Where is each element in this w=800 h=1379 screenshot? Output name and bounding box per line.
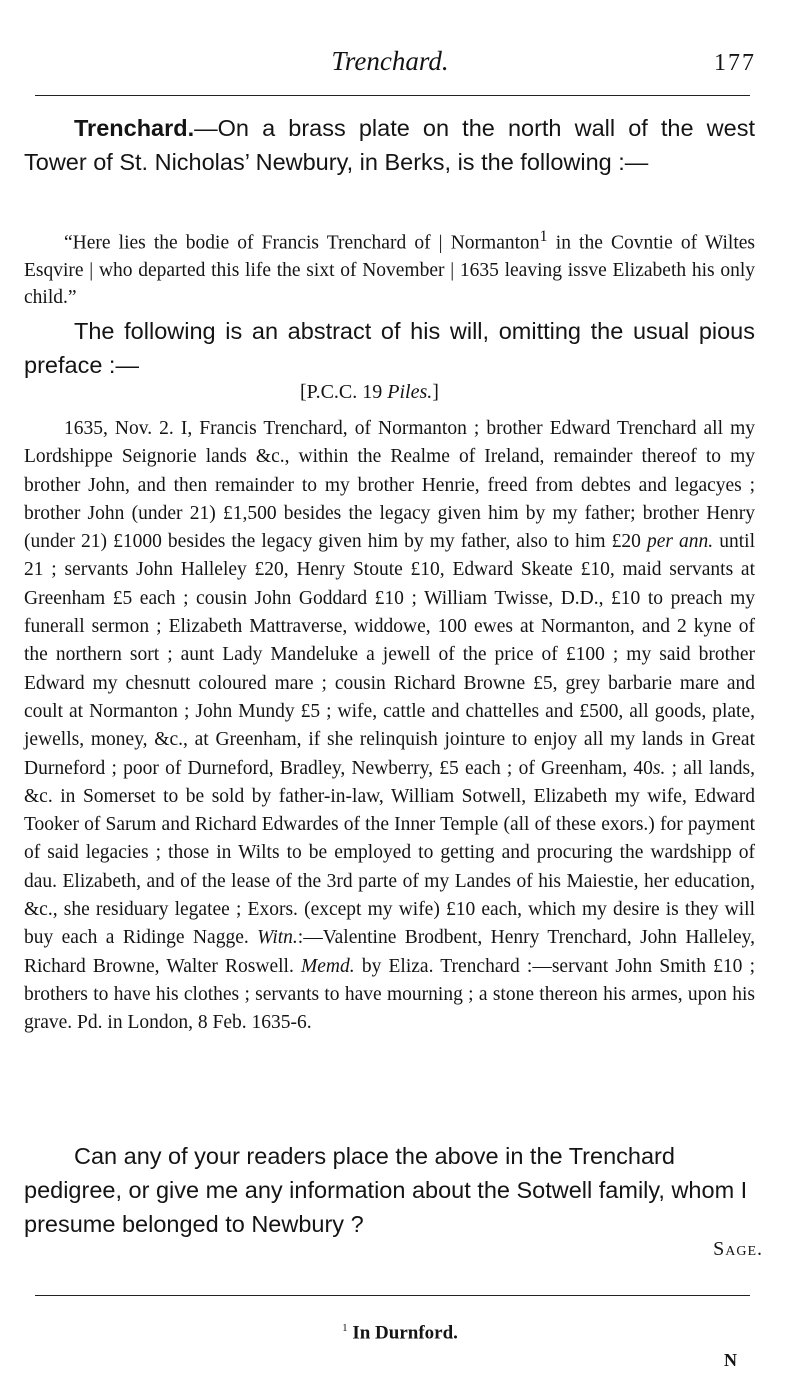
- inscription-part-1: “Here lies the bodie of Francis Trenchard of | Normanton: [64, 232, 540, 254]
- intro-paragraph: [24, 111, 755, 179]
- header-rule: [35, 95, 750, 96]
- footnote-rule: [35, 1295, 750, 1296]
- reader-query: Can any of your readers place the above in the Trenchard pedigree, or give me any information about the Sotwell family, whom I presume belonged to Newbury ?: [24, 1143, 748, 1237]
- will-text-4: :—Valentine Brodbent, Henry Trenchard, John Halleley, Richard Browne, Walter Roswell.: [24, 927, 755, 977]
- will-italic-memd: Memd.: [301, 955, 355, 977]
- will-reference: [300, 381, 439, 404]
- will-text-1: 1635, Nov. 2. I, Francis Trenchard, of Normanton ; brother Edward Trenchard all my Lordshippe Seignorie lands &c., within the Realme of Ireland, remainder thereof to my brother John, and then remainder to my brother Henrie, freed from debtes and legacyes ; brother John (under 21) £1,500 besides the legacy given him by my father; brother Henry (under 21) £1000 besides the legacy given him by my father, also to him £20: [24, 418, 755, 553]
- abstract-intro: The following is an abstract of his will, omitting the usual pious preface :—: [24, 318, 755, 378]
- page-number: 177: [714, 50, 756, 76]
- intro-text: —On a brass plate on the north wall of the west Tower of St. Nicholas’ Newbury, in Berks, is the following :—: [24, 115, 755, 175]
- will-text-5: by Eliza. Trenchard :—servant John Smith £10 ; brothers to have his clothes ; servants to have mourning ; a stone thereon his armes, upon his grave. Pd. in London, 8 Feb. 1635-6.: [24, 955, 756, 1034]
- footnote-marker: 1: [342, 1322, 348, 1334]
- will-italic-shillings: s.: [652, 757, 666, 779]
- will-abstract: [24, 415, 755, 1038]
- reference-suffix: ]: [432, 381, 439, 403]
- footnote-reference: 1: [539, 227, 548, 245]
- reference-prefix: [P.C.C. 19: [300, 381, 388, 403]
- running-title: Trenchard.: [331, 46, 449, 76]
- will-italic-per-ann: per ann.: [646, 531, 714, 553]
- signature: Sage.: [713, 1238, 763, 1260]
- reference-italic: Piles.: [387, 381, 433, 403]
- page-header: [24, 46, 756, 86]
- inscription-quote: [24, 223, 755, 311]
- will-text-2: until 21 ; servants John Halleley £20, Henry Stoute £10, Edward Skeate £10, maid servants at Greenham £5 each ; cousin John Goddard £10 ; William Twisse, D.D., £10 to preach my funerall sermon ; Elizabeth Mattraverse, widdowe, 100 ewes at Normanton, and 2 kyne of the northern sort ; aunt Lady Mandeluke a jewell of the price of £100 ; my said brother Edward my chesnutt coloured mare ; cousin Richard Browne £5, grey barbarie mare and coult at Normanton ; John Mundy £5 ; wife, cattle and chattelles and £500, all goods, plate, jewells, money, &c., at Greenham, if she relinquish jointure to enjoy all my lands in Great Durneford ; poor of Durneford, Bradley, Newberry, £5 each ; of Greenham, 40: [24, 531, 756, 779]
- footnote: [0, 1322, 800, 1344]
- entry-heading: Trenchard.: [74, 115, 195, 141]
- footnote-text: In Durnford.: [347, 1322, 458, 1344]
- inscription-part-2: in the Covntie of Wiltes Esqvire | who departed this life the sixt of November | 1635 leaving issve Elizabeth his only child.”: [24, 232, 755, 308]
- will-text-3: ; all lands, &c. in Somerset to be sold by father-in-law, William Sotwell, Elizabeth my wife, Edward Tooker of Sarum and Richard Edwardes of the Inner Temple (all of these exors.) for payment of said legacies ; those in Wilts to be employed to getting and procuring the wardshipp of dau. Elizabeth, and of the lease of the 3rd parte of my Landes of his Maiestie, her education, &c., she residuary legatee ; Exors. (except my wife) £10 each, which my desire is they will buy each a Ridinge Nagge.: [24, 757, 755, 949]
- printer-signature-mark: N: [724, 1350, 737, 1370]
- will-italic-witn: Witn.: [257, 927, 298, 949]
